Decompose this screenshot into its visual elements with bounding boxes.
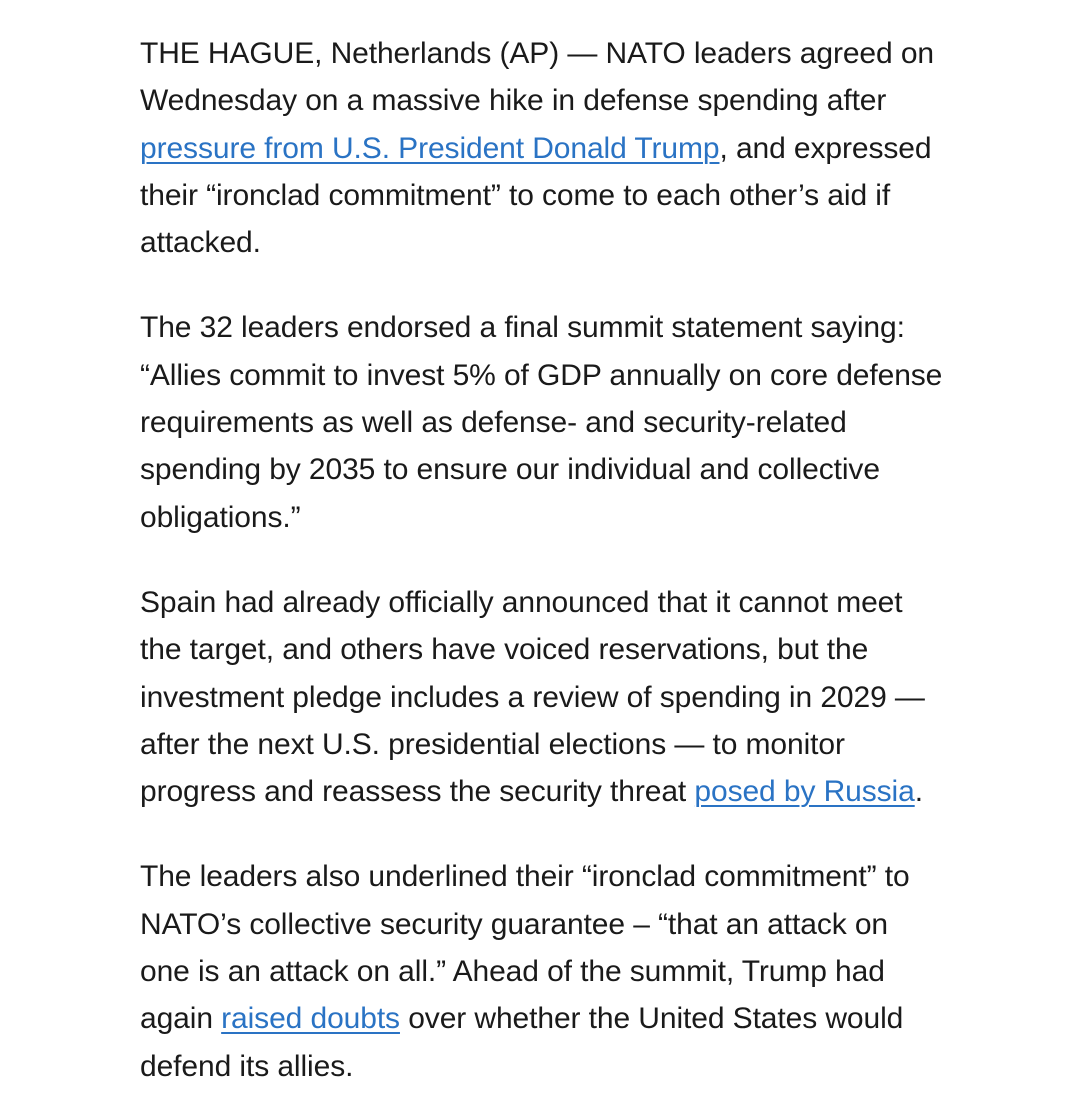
link-raised-doubts[interactable]: raised doubts [221, 1002, 400, 1036]
paragraph-text: again [140, 1002, 222, 1036]
paragraph-line [140, 125, 1040, 172]
paragraph-1 [140, 30, 1040, 266]
paragraph-text: progress and reassess the security threat [140, 775, 695, 809]
paragraph-line: Spain had already officially announced that it cannot meet [140, 585, 903, 619]
paragraph-line: attacked. [140, 226, 261, 260]
paragraph-line: THE HAGUE, Netherlands (AP) — NATO leaders agreed on [140, 37, 935, 70]
paragraph-4 [140, 853, 1040, 1089]
article-body [140, 30, 1040, 1090]
paragraph-line: The leaders also underlined their “ironclad commitment” to [140, 860, 910, 894]
paragraph-text: . [914, 775, 923, 809]
paragraph-line: The 32 leaders endorsed a final summit statement saying: [140, 311, 905, 345]
paragraph-line: obligations.” [140, 500, 301, 534]
link-trump-pressure[interactable]: pressure from U.S. President Donald Trump [140, 131, 720, 165]
link-posed-by-russia[interactable]: posed by Russia [694, 775, 915, 809]
paragraph-line: Wednesday on a massive hike in defense spending after [140, 84, 887, 118]
paragraph-line: investment pledge includes a review of spending in 2029 — [140, 680, 925, 714]
paragraph-line [140, 768, 1040, 815]
paragraph-3 [140, 579, 1040, 815]
paragraph-line: NATO’s collective security guarantee – “that an attack on [140, 907, 889, 941]
paragraph-text: over whether the United States would [399, 1002, 904, 1036]
paragraph-line: one is an attack on all.” Ahead of the summit, Trump had [140, 955, 885, 989]
paragraph-line: requirements as well as defense- and security-related [140, 406, 847, 440]
paragraph-line: spending by 2035 to ensure our individual and collective [140, 453, 880, 487]
paragraph-line: the target, and others have voiced reservations, but the [140, 633, 869, 667]
paragraph-line: after the next U.S. presidential elections — to monitor [140, 727, 845, 761]
paragraph-line: defend its allies. [140, 1049, 354, 1083]
paragraph-text: , and expressed [719, 131, 932, 165]
paragraph-line: their “ironclad commitment” to come to each other’s aid if [140, 178, 891, 212]
paragraph-line [140, 995, 1040, 1042]
paragraph-line: “Allies commit to invest 5% of GDP annually on core defense [140, 358, 943, 392]
paragraph-2 [140, 304, 1040, 540]
